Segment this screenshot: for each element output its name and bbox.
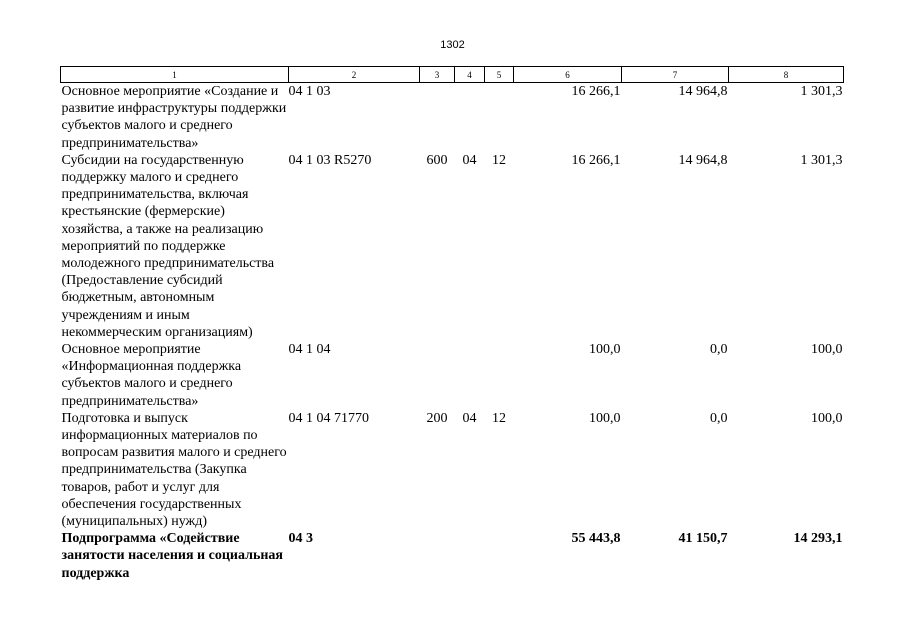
row-value-8: 1 301,3 — [800, 84, 843, 99]
header-col-1: 1 — [61, 67, 289, 83]
row-col-4 — [455, 83, 485, 152]
table-row — [61, 410, 844, 530]
row-col-3: 600 — [426, 152, 448, 168]
row-value-6: 16 266,1 — [571, 84, 621, 99]
table-row-subprogram — [61, 530, 844, 582]
row-name: Основное мероприятие «Информационная поддержка субъектов малого и среднего предпринимательства» — [61, 342, 242, 409]
row-col-3: 200 — [426, 410, 448, 426]
row-code: 04 1 03 — [288, 84, 331, 99]
page-number: 1302 — [440, 39, 465, 51]
row-code: 04 3 — [288, 531, 313, 547]
row-value-8: 100,0 — [811, 342, 843, 358]
row-name: Основное мероприятие «Создание и развитие инфраструктуры поддержки субъектов малого и среднего предпринимательства» — [61, 84, 287, 151]
budget-table — [60, 66, 844, 582]
row-col-5 — [485, 83, 514, 152]
row-name: Подпрограмма «Содействие занятости населения и социальная поддержка — [61, 531, 283, 581]
table-row — [61, 341, 844, 410]
row-col-4: 04 — [462, 152, 477, 168]
row-col-5 — [485, 341, 514, 410]
row-col-5: 12 — [492, 410, 506, 426]
row-name: Подготовка и выпуск информационных материалов по вопросам развития малого и среднего предпринимательства (Закупка товаров, работ и услуг для обеспечения государственных (муниципальных) нужд) — [61, 410, 287, 530]
row-value-8: 1 301,3 — [800, 152, 843, 168]
row-value-7: 14 964,8 — [678, 84, 728, 99]
row-col-5 — [485, 530, 514, 582]
row-code: 04 1 04 71770 — [288, 410, 369, 426]
table-row — [61, 83, 844, 152]
row-value-8: 100,0 — [811, 410, 843, 426]
row-col-3 — [420, 341, 455, 410]
header-col-7: 7 — [622, 67, 729, 83]
header-col-3: 3 — [420, 67, 455, 83]
row-value-7: 14 964,8 — [678, 152, 728, 168]
row-value-8: 14 293,1 — [793, 531, 843, 547]
header-col-2: 2 — [289, 67, 420, 83]
row-value-7: 0,0 — [710, 410, 728, 426]
row-col-4 — [455, 530, 485, 582]
row-col-4 — [455, 341, 485, 410]
table-header — [61, 67, 844, 83]
row-value-7: 0,0 — [710, 342, 728, 358]
header-col-6: 6 — [514, 67, 622, 83]
row-value-6: 100,0 — [589, 342, 621, 358]
table-row — [61, 152, 844, 341]
row-name: Субсидии на государственную поддержку малого и среднего предпринимательства, включая крестьянские (фермерские) хозяйства, а также на реализацию мероприятий по поддержке молодежного предпринимательства (Предоставление субсидий бюджетным, автономным учреждениям и иным некоммерческим организациям) — [61, 152, 275, 340]
header-col-8: 8 — [729, 67, 844, 83]
row-col-5: 12 — [492, 152, 506, 168]
row-code: 04 1 04 — [288, 342, 331, 358]
header-col-4: 4 — [455, 67, 485, 83]
row-col-3 — [420, 530, 455, 582]
row-value-6: 100,0 — [589, 410, 621, 426]
header-col-5: 5 — [485, 67, 514, 83]
row-value-6: 16 266,1 — [571, 152, 621, 168]
row-value-6: 55 443,8 — [571, 531, 621, 547]
row-code: 04 1 03 R5270 — [288, 152, 372, 168]
row-value-7: 41 150,7 — [678, 531, 728, 547]
row-col-3 — [420, 83, 455, 152]
row-col-4: 04 — [462, 410, 477, 426]
